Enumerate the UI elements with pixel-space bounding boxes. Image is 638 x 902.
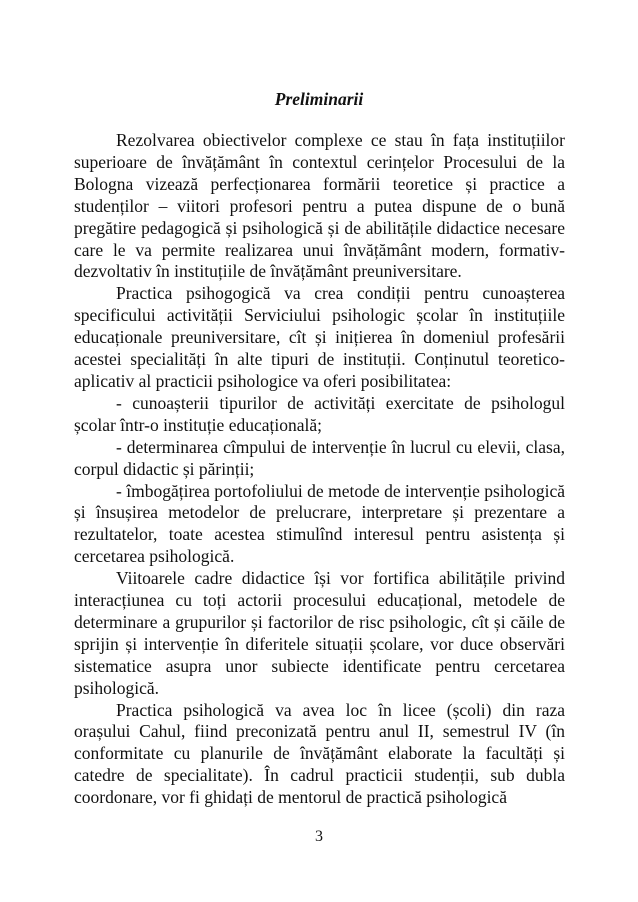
paragraph-practice-conditions: Practica psihogogică va crea condiții pentru cunoașterea specificului activității Serviciului psihologic școlar în instituțiile educaționale preuniversitare, cît și inițierea în domeniul profesării acestei specialități în alte tipuri de instituții. Conținutul teoretico-aplicativ al practicii psihologice va oferi posibilitatea: — [74, 283, 565, 391]
paragraph-practice-location: Practica psihologică va avea loc în licee (școli) din raza orașului Cahul, fiind preconizată pentru anul II, semestrul IV (în conformitate cu planurile de învățământ elaborate la facultăți și catedre de specialitate). În cadrul practicii studenții, sub dubla coordonare, vor fi ghidați de mentorul de practică psihologică — [74, 699, 565, 808]
page-title: Preliminarii — [274, 89, 364, 109]
paragraph-future-teachers: Viitoarele cadre didactice își vor fortifica abilitățile privind interacțiunea cu toți actorii procesului educațional, metodele de determinare a grupurilor și factorilor de risc psihologic, cît și căile de sprijin și intervenție în diferitele situații școlare, vor duce observări sistematice asupra unor subiecte identificate pentru cercetarea psihologică. — [74, 568, 565, 698]
paragraph-intro: Rezolvarea obiectivelor complexe ce stau în fața instituțiilor superioare de învățământ în contextul cerințelor Procesului de la Bologna vizează perfecționarea formării teoretice și practice a studenților – viitori profesori pentru a putea dispune de o bună pregătire pedagogică și psihologică și de abilitățile didactice necesare care le va permite realizarea unui învățământ modern, formativ-dezvoltativ în instituțiile de învățământ preuniversitare. — [74, 130, 565, 282]
list-item-intervention-field: - determinarea cîmpului de intervenție în lucrul cu elevii, clasa, corpul didactic și părinții; — [74, 436, 565, 479]
list-item-activity-types: - cunoașterii tipurilor de activități exercitate de psihologul școlar într-o instituție educațională; — [74, 392, 565, 435]
page-number: 3 — [315, 828, 323, 845]
body-text — [74, 130, 565, 809]
list-item-portfolio-methods: - îmbogățirea portofoliului de metode de intervenție psihologică și însușirea metodelor de prelucrare, interpretare și prezentare a rezultatelor, toate acestea stimulînd interesul pentru asistența și cercetarea psihologică. — [74, 480, 565, 567]
